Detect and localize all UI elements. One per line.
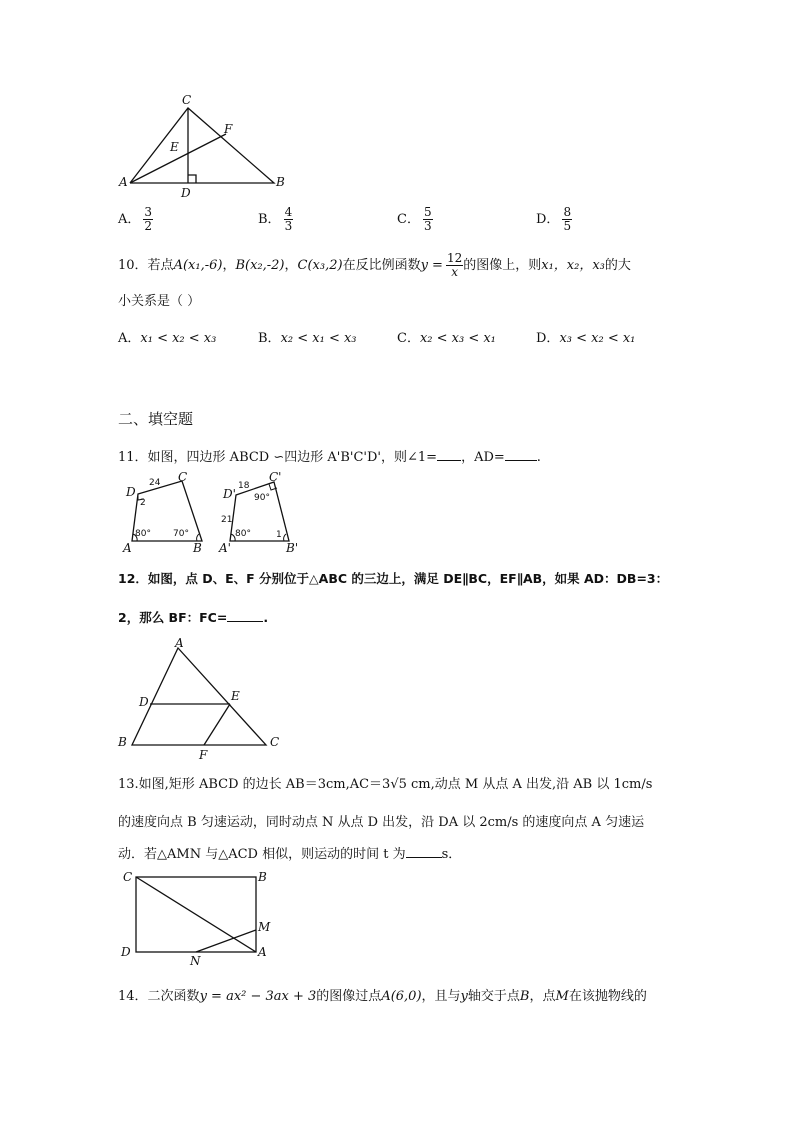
q10-stem-line2: 小关系是（ ） — [118, 294, 201, 309]
text: 的图像上，则 — [463, 258, 542, 273]
numerator: 4 — [284, 205, 293, 219]
text: s． — [441, 847, 462, 862]
text: cm,动点 M 从点 A 出发,沿 AB 以 1cm/s — [406, 777, 653, 792]
fraction — [143, 206, 153, 233]
text: . — [263, 610, 269, 625]
quadratic-function: y = ax² − 3ax + 3 — [199, 989, 317, 1004]
text: 如图，四边形 ABCD ∽四边形 A'B'C'D'，则∠1= — [147, 450, 438, 465]
q9-option-a[interactable] — [118, 206, 153, 233]
sqrt-five: √5 — [390, 777, 407, 792]
text: 轴交于点 — [467, 989, 520, 1004]
triangle-abc — [132, 648, 266, 745]
option-letter: D． — [536, 212, 560, 227]
q9-option-b[interactable] — [258, 206, 293, 233]
label-b: B — [118, 735, 127, 749]
figure-q13-rectangle — [116, 866, 276, 966]
function-lhs: y = — [420, 258, 443, 273]
q11-number: 11． — [118, 450, 148, 465]
q9-option-c[interactable] — [397, 206, 433, 233]
label-d: D — [126, 485, 136, 499]
q12-stem-line2 — [118, 608, 268, 626]
option-expr: x₁ < x₂ < x₃ — [140, 331, 217, 346]
q13-stem-line1 — [118, 773, 652, 792]
answer-blank[interactable] — [406, 857, 442, 858]
fraction — [562, 206, 572, 233]
label-24: 24 — [149, 478, 161, 488]
q11-stem — [118, 446, 541, 465]
point-m: M — [555, 989, 569, 1004]
label-c: C — [123, 870, 133, 884]
denominator: 3 — [284, 219, 293, 233]
label-m: M — [258, 920, 271, 934]
denominator: 2 — [144, 219, 153, 233]
label-b: B — [276, 175, 285, 189]
option-expr: x₂ < x₃ < x₁ — [419, 331, 496, 346]
q10-option-c[interactable] — [397, 327, 496, 346]
label-f: F — [199, 748, 208, 762]
label-c-prime: C' — [269, 470, 282, 484]
function-fraction — [446, 252, 463, 279]
label-d: D — [139, 695, 149, 709]
option-letter: C． — [397, 331, 420, 346]
option-letter: B． — [258, 331, 281, 346]
q10-option-d[interactable] — [536, 327, 635, 346]
label-18: 18 — [238, 481, 250, 491]
text: 在反比例函数 — [342, 258, 421, 273]
label-e: E — [170, 140, 179, 154]
label-2: 2 — [140, 498, 146, 508]
label-c: C — [178, 470, 188, 484]
y-axis: y — [460, 989, 468, 1004]
answer-blank-1[interactable] — [437, 460, 461, 461]
figure-q12-triangle — [112, 636, 292, 762]
fraction — [423, 206, 433, 233]
text: ， — [222, 258, 236, 273]
diagonal-ca — [136, 877, 256, 952]
segment-ef — [204, 704, 230, 745]
label-d-prime: D' — [223, 487, 236, 501]
q13-stem-line3 — [118, 843, 461, 862]
q10-option-a[interactable] — [118, 327, 216, 346]
label-c: C — [182, 93, 192, 107]
text: . — [536, 450, 541, 465]
q10-option-b[interactable] — [258, 327, 357, 346]
label-a: A — [119, 175, 128, 189]
label-a: A — [258, 945, 267, 959]
text: 的图像过点 — [316, 989, 382, 1004]
q12-stem-line1: 12．如图，点 D、E、F 分别位于△ABC 的三边上，满足 DE∥BC，EF∥AB，如果 AD：DB=3： — [118, 571, 669, 586]
text: 在该抛物线的 — [568, 989, 647, 1004]
label-d: D — [121, 945, 131, 959]
section-title-fill-in: 二、填空题 — [118, 410, 194, 428]
point-c: C(x₃,2) — [297, 258, 343, 273]
numerator: 5 — [423, 205, 432, 219]
point-b: B(x₂,-2) — [235, 258, 285, 273]
answer-blank[interactable] — [227, 621, 263, 622]
q9-option-d[interactable] — [536, 206, 572, 233]
denominator: 5 — [563, 219, 572, 233]
option-letter: B． — [258, 212, 281, 227]
figure-q11-quadrilaterals — [118, 470, 318, 555]
variables: x₁，x₂，x₃ — [541, 258, 605, 273]
fraction — [284, 206, 294, 233]
label-e: E — [231, 689, 240, 703]
q10-number: 10． — [118, 258, 148, 273]
option-letter: D． — [536, 331, 560, 346]
text: ，点 — [529, 989, 556, 1004]
label-d: D — [181, 186, 191, 200]
point-a: A(6,0) — [381, 989, 422, 1004]
q13-stem-line2: 的速度向点 B 匀速运动，同时动点 N 从点 D 出发，沿 DA 以 2cm/s 的速度向点 A 匀速运 — [118, 815, 645, 830]
label-a: A — [123, 541, 132, 555]
label-21: 21 — [221, 515, 233, 525]
label-70: 70° — [173, 529, 189, 539]
triangle-abc — [130, 108, 274, 183]
option-expr: x₃ < x₂ < x₁ — [559, 331, 636, 346]
denominator: x — [451, 265, 458, 279]
text: ，AD= — [461, 450, 505, 465]
option-letter: A． — [118, 331, 141, 346]
label-a: A — [175, 636, 184, 650]
label-80-prime: 80° — [235, 529, 251, 539]
text: 的大 — [604, 258, 631, 273]
text: 若点 — [147, 258, 174, 273]
label-a-prime: A' — [219, 541, 231, 555]
label-f: F — [224, 122, 233, 136]
label-90: 90° — [254, 493, 270, 503]
numerator: 8 — [563, 205, 572, 219]
text: 二次函数 — [147, 989, 200, 1004]
label-b: B — [193, 541, 202, 555]
point-a: A(x₁,-6) — [173, 258, 223, 273]
q14-stem — [118, 985, 647, 1004]
option-letter: A． — [118, 212, 141, 227]
text: 13.如图,矩形 ABCD 的边长 AB＝3cm,AC＝3 — [118, 777, 391, 792]
label-n: N — [190, 954, 201, 966]
option-letter: C． — [397, 212, 420, 227]
right-angle-mark — [188, 175, 196, 183]
q14-number: 14． — [118, 989, 148, 1004]
label-b: B — [258, 870, 267, 884]
text: ， — [284, 258, 298, 273]
label-80: 80° — [135, 529, 151, 539]
label-1: 1 — [276, 530, 282, 540]
figure-q9-triangle — [118, 92, 298, 204]
text: 2，那么 BF：FC= — [118, 610, 228, 625]
point-b: B — [519, 989, 530, 1004]
option-expr: x₂ < x₁ < x₃ — [280, 331, 357, 346]
text: 动．若△AMN 与△ACD 相似，则运动的时间 t 为 — [118, 847, 406, 862]
q10-stem-line1 — [118, 252, 631, 279]
answer-blank-2[interactable] — [505, 460, 537, 461]
numerator: 3 — [144, 205, 153, 219]
text: ，且与 — [421, 989, 461, 1004]
numerator: 12 — [446, 251, 463, 265]
label-c: C — [270, 735, 280, 749]
denominator: 3 — [423, 219, 432, 233]
label-b-prime: B' — [286, 541, 299, 555]
